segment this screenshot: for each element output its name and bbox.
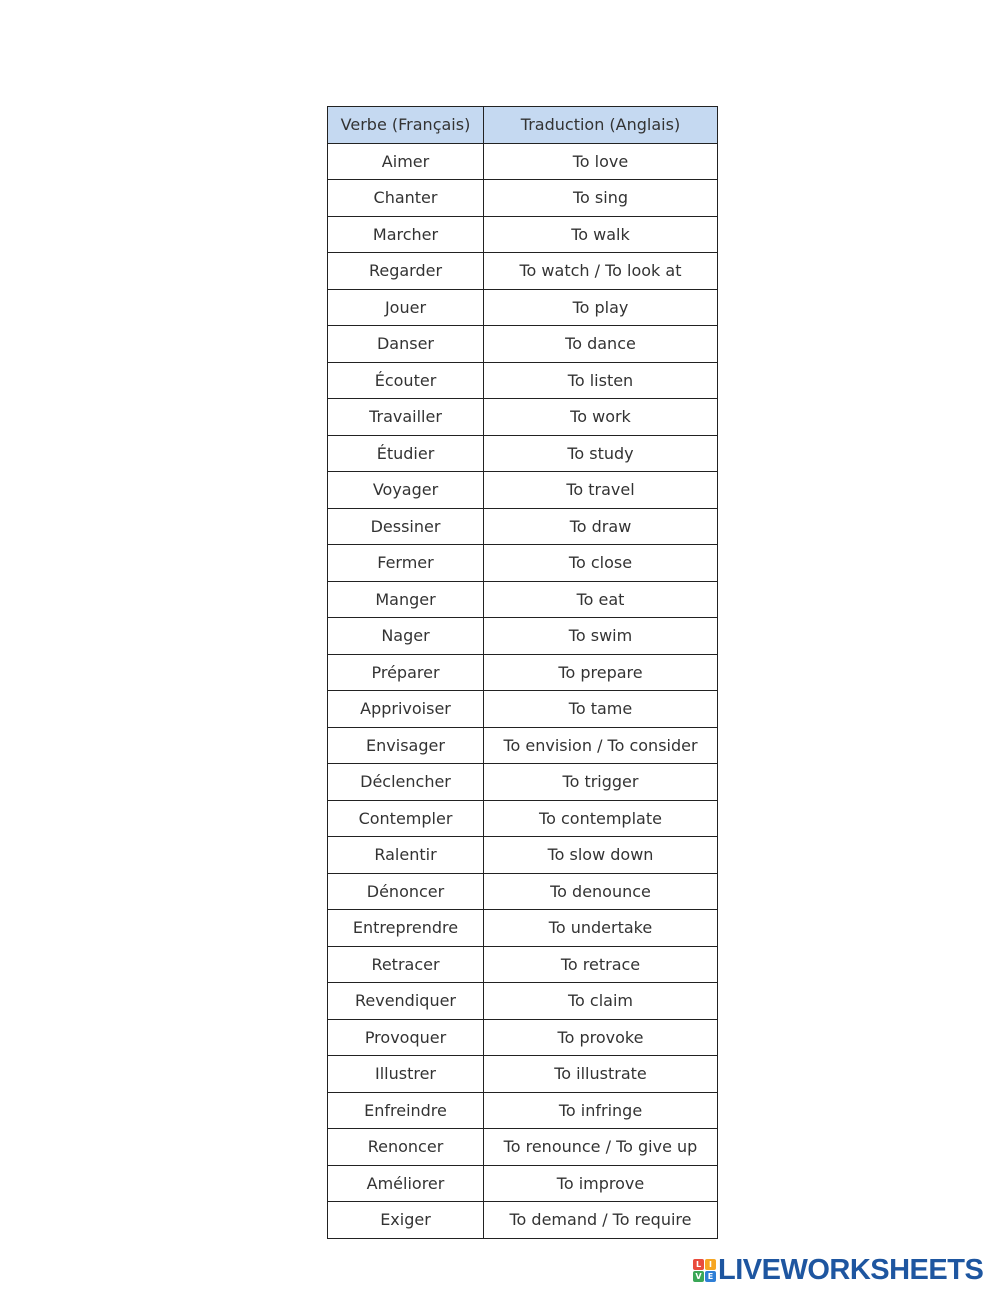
- liveworksheets-logo: [693, 1255, 983, 1285]
- french-verb-cell: Améliorer: [328, 1165, 484, 1202]
- french-verb-cell: Voyager: [328, 472, 484, 509]
- liveworksheets-wordmark: LIVEWORKSHEETS: [718, 1254, 984, 1286]
- english-translation-cell: To denounce: [484, 873, 718, 910]
- table-row: [328, 289, 718, 326]
- french-verb-cell: Écouter: [328, 362, 484, 399]
- french-verb-cell: Dessiner: [328, 508, 484, 545]
- french-verb-cell: Jouer: [328, 289, 484, 326]
- english-translation-cell: To provoke: [484, 1019, 718, 1056]
- english-translation-cell: To slow down: [484, 837, 718, 874]
- table-row: [328, 910, 718, 947]
- french-verb-cell: Provoquer: [328, 1019, 484, 1056]
- header-row: [328, 107, 718, 144]
- english-translation-cell: To tame: [484, 691, 718, 728]
- table-row: [328, 764, 718, 801]
- table-row: [328, 581, 718, 618]
- french-verb-cell: Aimer: [328, 143, 484, 180]
- french-verb-cell: Danser: [328, 326, 484, 363]
- logo-tile: I: [705, 1259, 716, 1270]
- table-row: [328, 326, 718, 363]
- french-verb-cell: Revendiquer: [328, 983, 484, 1020]
- english-translation-cell: To study: [484, 435, 718, 472]
- table-row: [328, 654, 718, 691]
- table-row: [328, 472, 718, 509]
- french-verb-cell: Manger: [328, 581, 484, 618]
- english-translation-cell: To swim: [484, 618, 718, 655]
- table-row: [328, 1129, 718, 1166]
- english-translation-cell: To walk: [484, 216, 718, 253]
- french-verb-cell: Marcher: [328, 216, 484, 253]
- table-row: [328, 399, 718, 436]
- table-row: [328, 180, 718, 217]
- english-translation-cell: To undertake: [484, 910, 718, 947]
- table-row: [328, 1056, 718, 1093]
- english-translation-cell: To trigger: [484, 764, 718, 801]
- table-row: [328, 1092, 718, 1129]
- table-row: [328, 362, 718, 399]
- english-translation-cell: To listen: [484, 362, 718, 399]
- english-translation-cell: To retrace: [484, 946, 718, 983]
- french-verb-cell: Travailler: [328, 399, 484, 436]
- english-translation-cell: To renounce / To give up: [484, 1129, 718, 1166]
- table-row: [328, 1202, 718, 1239]
- english-translation-cell: To play: [484, 289, 718, 326]
- logo-tile: L: [693, 1259, 704, 1270]
- french-verb-cell: Déclencher: [328, 764, 484, 801]
- french-verb-cell: Enfreindre: [328, 1092, 484, 1129]
- french-verb-cell: Regarder: [328, 253, 484, 290]
- table-row: [328, 216, 718, 253]
- vocab-body: [328, 143, 718, 1238]
- table-row: [328, 946, 718, 983]
- french-verb-cell: Ralentir: [328, 837, 484, 874]
- table-row: [328, 983, 718, 1020]
- table-row: [328, 143, 718, 180]
- english-translation-cell: To illustrate: [484, 1056, 718, 1093]
- french-verb-cell: Étudier: [328, 435, 484, 472]
- english-translation-cell: To claim: [484, 983, 718, 1020]
- table-row: [328, 727, 718, 764]
- english-translation-cell: To demand / To require: [484, 1202, 718, 1239]
- table-row: [328, 873, 718, 910]
- english-translation-cell: To prepare: [484, 654, 718, 691]
- header-french-verb: Verbe (Français): [328, 107, 484, 144]
- english-translation-cell: To sing: [484, 180, 718, 217]
- french-verb-cell: Apprivoiser: [328, 691, 484, 728]
- table-row: [328, 618, 718, 655]
- english-translation-cell: To dance: [484, 326, 718, 363]
- english-translation-cell: To love: [484, 143, 718, 180]
- french-verb-cell: Contempler: [328, 800, 484, 837]
- english-translation-cell: To travel: [484, 472, 718, 509]
- table-row: [328, 435, 718, 472]
- table-row: [328, 837, 718, 874]
- table-row: [328, 691, 718, 728]
- french-verb-cell: Exiger: [328, 1202, 484, 1239]
- french-verb-cell: Chanter: [328, 180, 484, 217]
- french-verb-cell: Envisager: [328, 727, 484, 764]
- english-translation-cell: To draw: [484, 508, 718, 545]
- logo-tile: E: [705, 1271, 716, 1282]
- english-translation-cell: To infringe: [484, 1092, 718, 1129]
- table-row: [328, 1165, 718, 1202]
- table-row: [328, 545, 718, 582]
- french-verb-cell: Nager: [328, 618, 484, 655]
- logo-tile: V: [693, 1271, 704, 1282]
- table-row: [328, 508, 718, 545]
- french-verb-cell: Préparer: [328, 654, 484, 691]
- table-row: [328, 800, 718, 837]
- english-translation-cell: To work: [484, 399, 718, 436]
- vocab-table: [327, 106, 718, 1239]
- header-english-translation: Traduction (Anglais): [484, 107, 718, 144]
- table-row: [328, 1019, 718, 1056]
- french-verb-cell: Dénoncer: [328, 873, 484, 910]
- french-verb-cell: Fermer: [328, 545, 484, 582]
- english-translation-cell: To close: [484, 545, 718, 582]
- french-verb-cell: Entreprendre: [328, 910, 484, 947]
- french-verb-cell: Illustrer: [328, 1056, 484, 1093]
- french-verb-cell: Retracer: [328, 946, 484, 983]
- english-translation-cell: To watch / To look at: [484, 253, 718, 290]
- liveworksheets-mark-icon: [693, 1259, 716, 1282]
- english-translation-cell: To eat: [484, 581, 718, 618]
- table-row: [328, 253, 718, 290]
- english-translation-cell: To improve: [484, 1165, 718, 1202]
- english-translation-cell: To contemplate: [484, 800, 718, 837]
- french-verb-cell: Renoncer: [328, 1129, 484, 1166]
- english-translation-cell: To envision / To consider: [484, 727, 718, 764]
